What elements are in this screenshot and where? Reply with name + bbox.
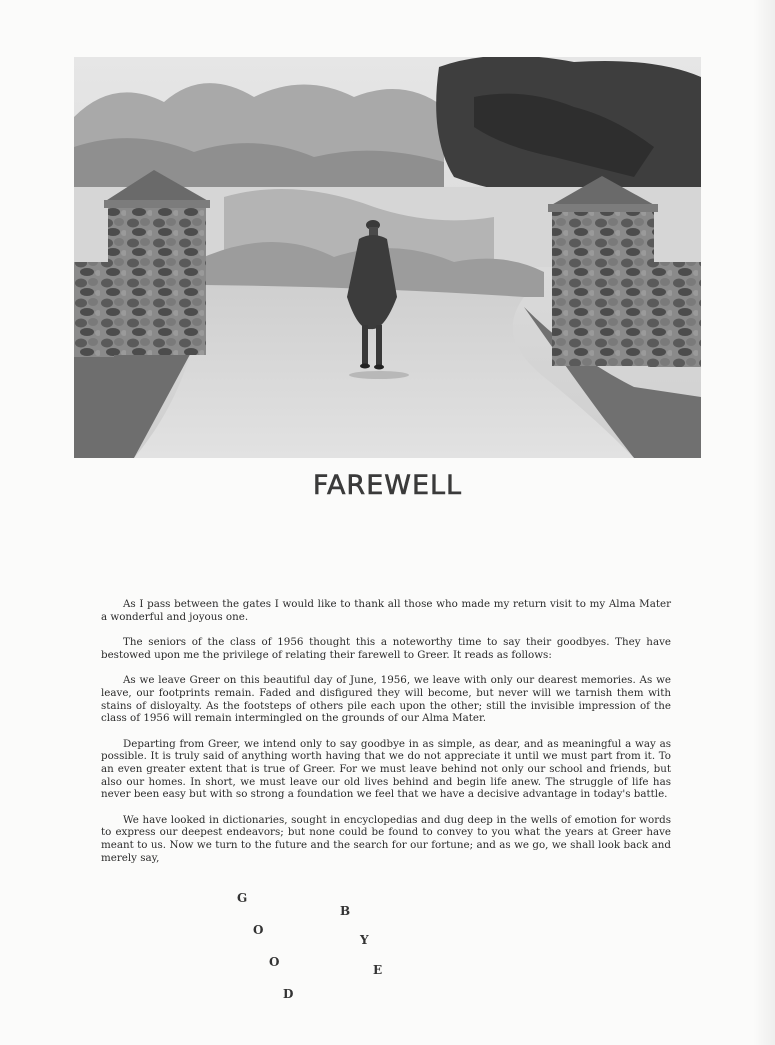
farewell-text	[101, 598, 671, 877]
goodbye-letter-o1: O	[253, 923, 264, 937]
goodbye-letter-y: Y	[360, 933, 369, 947]
goodbye-letter-b: B	[340, 904, 351, 918]
paragraph-seniors: The seniors of the class of 1956 thought this a noteworthy time to say their goodbyes. They have bestowed upon me the privilege of relating their farewell to Greer. It reads as follows:	[101, 636, 671, 661]
paragraph-leave: As we leave Greer on this beautiful day of June, 1956, we leave with only our dearest memories. As we leave, our footprints remain. Faded and disfigured they will become, but never will we tarnish them with stains of disloyalty. As the footsteps of others pile each upon the other; still the invisible impression of the class of 1956 will remain intermingled on the grounds of our Alma Mater.	[101, 674, 671, 725]
paragraph-looked: We have looked in dictionaries, sought in encyclopedias and dug deep in the wells of emotion for words to express our deepest endeavors; but none could be found to convey to you what the years at Greer have meant to us. Now we turn to the future and the search for our fortune; and as we go, we shall look back and merely say,	[101, 813, 671, 864]
gate-photo	[74, 57, 701, 458]
goodbye-letter-d: D	[283, 987, 294, 1001]
goodbye-letter-e: E	[373, 963, 383, 977]
paragraph-thanks: As I pass between the gates I would like to thank all those who made my return visit to my Alma Mater a wonderful and joyous one.	[101, 598, 671, 623]
page-edge-shadow	[753, 0, 775, 1045]
gate-photo-illustration	[74, 57, 701, 458]
page-title: FAREWELL	[312, 470, 463, 501]
paragraph-departing: Departing from Greer, we intend only to say goodbye in as simple, as dear, and as meaningful a way as possible. It is truly said of anything worth having that we do not appreciate it until we must part from it. To an even greater extent that is true of Greer. For we must leave behind not only our school and friends, but also our homes. In short, we must leave our old lives behind and begin life anew. The struggle of life has never been easy but with so strong a foundation we feel that we have a decisive advantage in today's battle.	[101, 737, 671, 801]
goodbye-letter-g: G	[237, 891, 248, 905]
goodbye-letter-o2: O	[269, 955, 280, 969]
